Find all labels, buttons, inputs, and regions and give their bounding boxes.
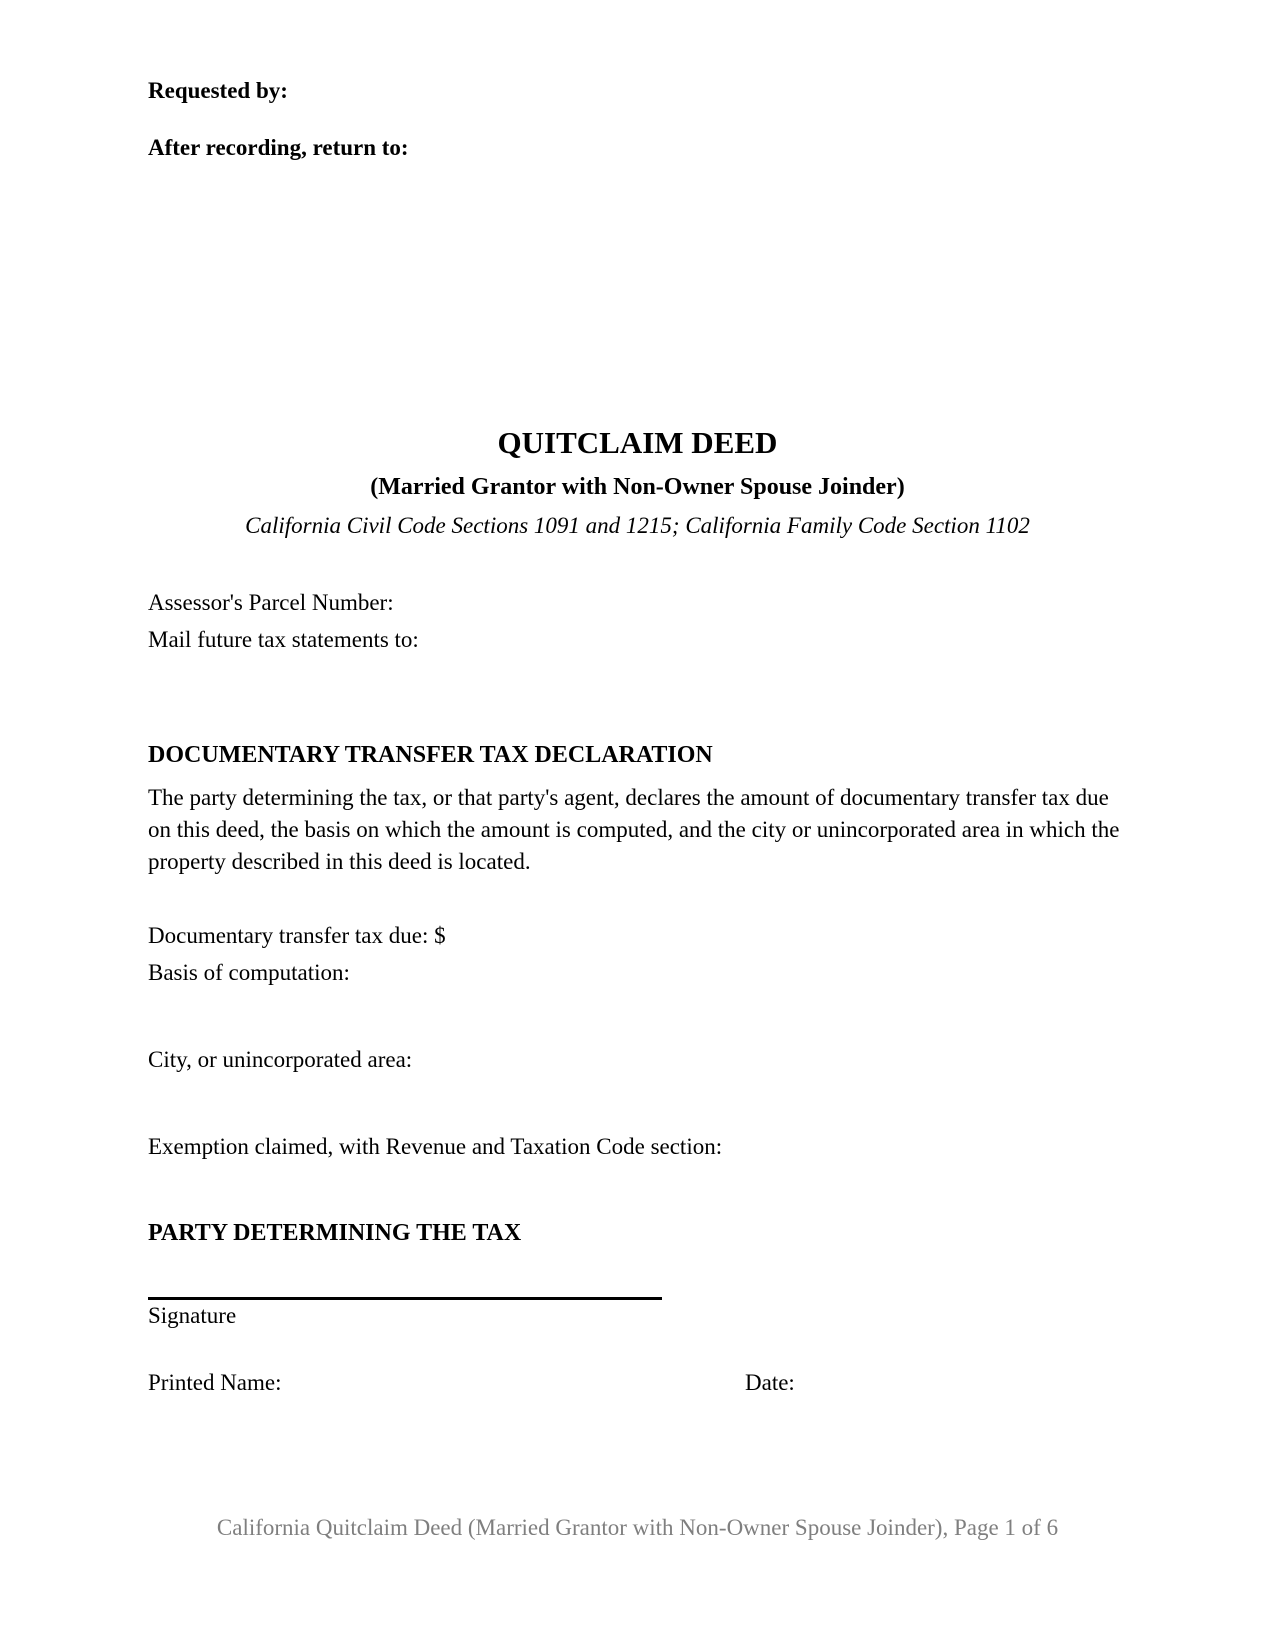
date-label: Date: [745,1370,795,1395]
party-determining-tax-heading: PARTY DETERMINING THE TAX [148,1220,522,1246]
document-subtitle: (Married Grantor with Non-Owner Spouse Joinder) [370,474,905,500]
page-footer: California Quitclaim Deed (Married Grantor with Non-Owner Spouse Joinder), Page 1 of 6 [216,1515,1059,1540]
apn-label: Assessor's Parcel Number: [148,590,394,615]
city-area-label: City, or unincorporated area: [148,1047,413,1072]
return-to-label: After recording, return to: [148,135,409,160]
tax-declaration-heading: DOCUMENTARY TRANSFER TAX DECLARATION [148,742,713,768]
document-title: QUITCLAIM DEED [497,425,778,460]
requested-by-label: Requested by: [148,78,288,103]
statute-citation: California Civil Code Sections 1091 and 1215; California Family Code Section 1102 [245,513,1030,538]
signature-label: Signature [148,1303,237,1328]
printed-name-label: Printed Name: [148,1370,282,1395]
tax-due-label: Documentary transfer tax due: $ [148,923,446,948]
exemption-claimed-label: Exemption claimed, with Revenue and Taxation Code section: [148,1134,723,1159]
signature-line [148,1297,662,1300]
tax-declaration-paragraph: The party determining the tax, or that party's agent, declares the amount of documentary transfer tax due on this deed, the basis on which the amount is computed, and the city or unincorporated area in which the property described in this deed is located. [148,785,1120,874]
mail-tax-statements-label: Mail future tax statements to: [148,627,419,652]
basis-of-computation-label: Basis of computation: [148,960,350,985]
